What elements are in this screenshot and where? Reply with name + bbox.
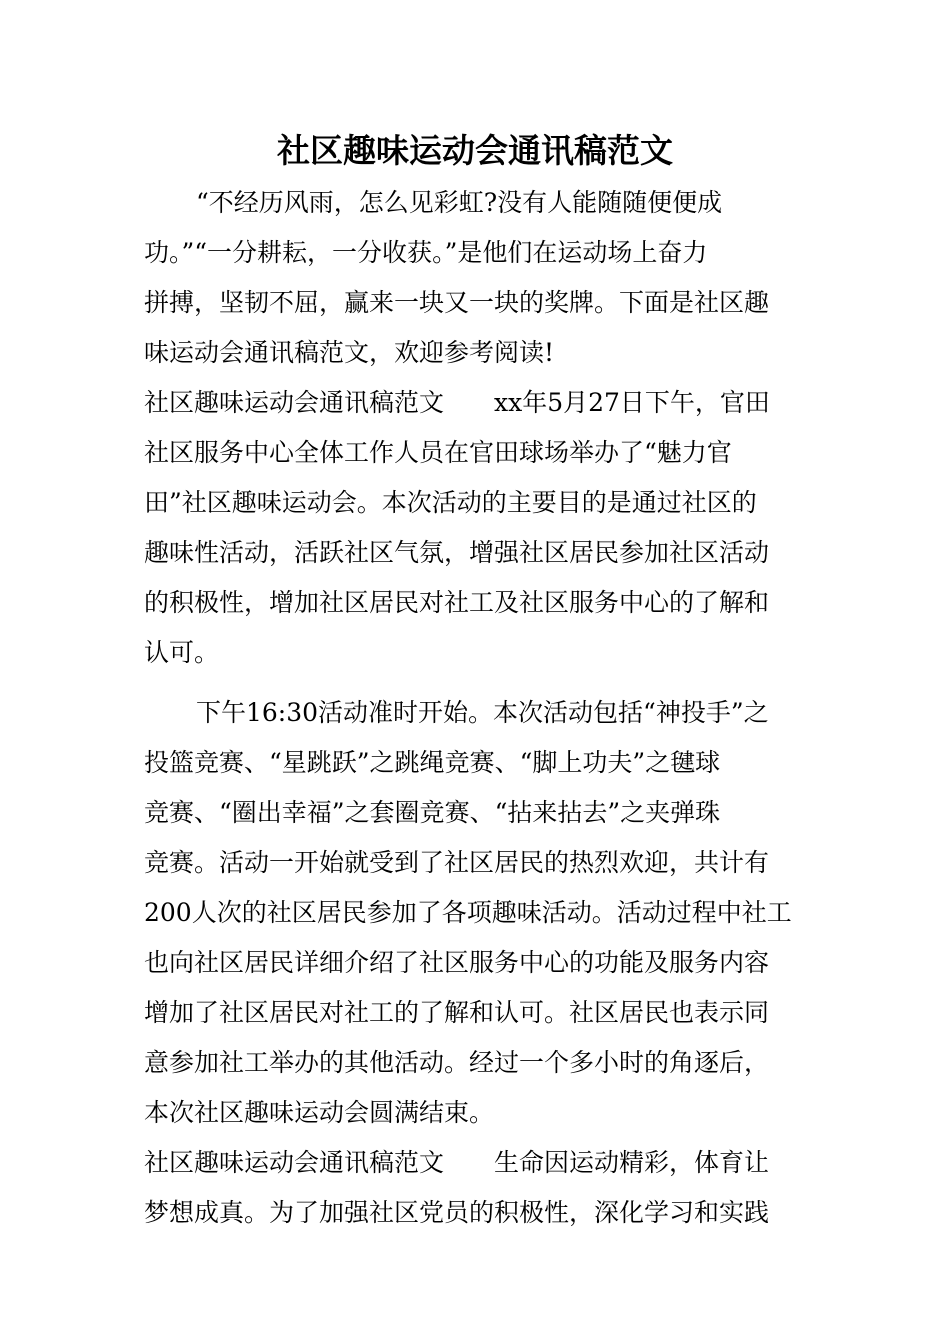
text-line: 社区趣味运动会通讯稿范文 xx年5月27日下午，官田 [144,388,770,417]
text-line: 拼搏，坚韧不屈，赢来一块又一块的奖牌。下面是社区趣 [144,288,770,317]
text-line: 趣味性活动，活跃社区气氛，增强社区居民参加社区活动 [144,538,770,567]
text-line: 认可。 [144,638,220,667]
text-line: 的积极性，增加社区居民对社工及社区服务中心的了解和 [144,588,770,617]
text-line: 增加了社区居民对社工的了解和认可。社区居民也表示同 [144,998,770,1027]
text-line: 投篮竞赛、“星跳跃”之跳绳竞赛、“脚上功夫”之毽球 [144,748,721,777]
paragraph-gap [144,678,806,688]
text-line: “不经历风雨，怎么见彩虹?没有人能随随便便成 [196,188,723,217]
text-line: 也向社区居民详细介绍了社区服务中心的功能及服务内容 [144,948,770,977]
text-line: 200人次的社区居民参加了各项趣味活动。活动过程中社工 [144,898,792,927]
text-line: 功。”“一分耕耘，一分收获。”是他们在运动场上奋力 [144,238,708,267]
document-body [144,178,806,1238]
text-line: 梦想成真。为了加强社区党员的积极性，深化学习和实践 [144,1198,770,1227]
text-line: 意参加社工举办的其他活动。经过一个多小时的角逐后， [144,1048,770,1077]
text-line: 田”社区趣味运动会。本次活动的主要目的是通过社区的 [144,488,757,517]
text-line: 社区服务中心全体工作人员在官田球场举办了“魅力官 [144,438,732,467]
text-line: 味运动会通讯稿范文，欢迎参考阅读! [144,338,555,367]
text-line: 竞赛。活动一开始就受到了社区居民的热烈欢迎，共计有 [144,848,770,877]
text-line: 本次社区趣味运动会圆满结束。 [144,1098,495,1127]
text-line: 社区趣味运动会通讯稿范文 生命因运动精彩，体育让 [144,1148,770,1177]
text-line: 竞赛、“圈出幸福”之套圈竞赛、“拈来拈去”之夹弹珠 [144,798,721,827]
document-title: 社区趣味运动会通讯稿范文 [277,131,673,170]
text-line: 下午16:30活动准时开始。本次活动包括“神投手”之 [196,698,769,727]
